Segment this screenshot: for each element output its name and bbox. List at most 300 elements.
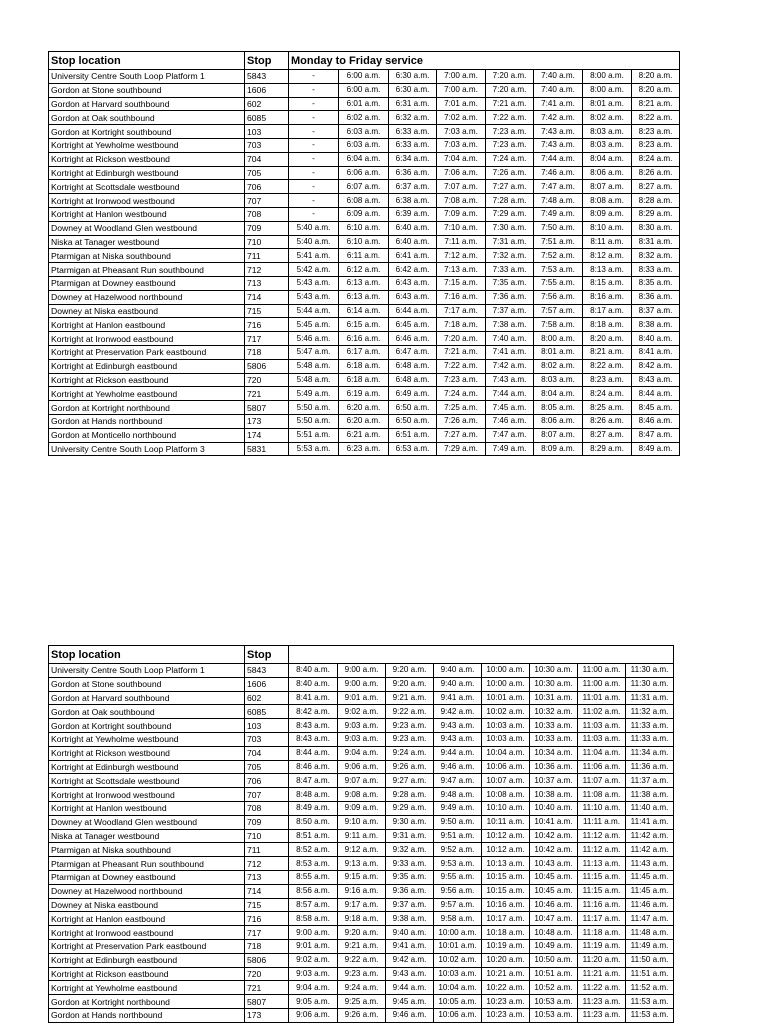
stop-location-cell: Kortright at Hanlon westbound xyxy=(49,801,245,815)
departure-time-cell: 10:31 a.m. xyxy=(530,691,578,705)
departure-time-cell: 6:38 a.m. xyxy=(389,194,437,208)
stop-number-cell: 706 xyxy=(245,180,289,194)
stop-location-cell: Downey at Niska eastbound xyxy=(49,898,245,912)
stop-number-cell: 602 xyxy=(245,691,289,705)
departure-time-cell: 11:16 a.m. xyxy=(578,898,626,912)
departure-time-cell: 8:36 a.m. xyxy=(632,290,680,304)
departure-time-cell: 8:03 a.m. xyxy=(583,138,632,152)
departure-time-cell: 8:25 a.m. xyxy=(583,401,632,415)
departure-time-cell: 10:41 a.m. xyxy=(530,815,578,829)
departure-time-cell: 11:04 a.m. xyxy=(578,746,626,760)
departure-time-cell: 11:07 a.m. xyxy=(578,774,626,788)
table-row xyxy=(49,788,674,802)
departure-time-cell: 5:41 a.m. xyxy=(289,249,339,263)
departure-time-cell: 5:51 a.m. xyxy=(289,428,339,442)
departure-time-cell: 8:22 a.m. xyxy=(583,359,632,373)
table-row xyxy=(49,97,680,111)
departure-time-cell: 9:00 a.m. xyxy=(338,664,386,678)
departure-time-cell: 6:02 a.m. xyxy=(339,111,389,125)
departure-time-cell: 6:32 a.m. xyxy=(389,111,437,125)
departure-time-cell: 7:13 a.m. xyxy=(437,263,486,277)
departure-time-cell: 10:06 a.m. xyxy=(482,760,530,774)
departure-time-cell: 7:35 a.m. xyxy=(486,276,534,290)
departure-time-cell: 6:13 a.m. xyxy=(339,276,389,290)
departure-time-cell: 11:19 a.m. xyxy=(578,939,626,953)
stop-number-cell: 707 xyxy=(245,194,289,208)
stop-number-cell: 703 xyxy=(245,732,289,746)
departure-time-cell: - xyxy=(289,125,339,139)
departure-time-cell: 10:45 a.m. xyxy=(530,884,578,898)
departure-time-cell: 8:10 a.m. xyxy=(583,221,632,235)
departure-time-cell: 11:41 a.m. xyxy=(626,815,674,829)
departure-time-cell: 8:29 a.m. xyxy=(583,442,632,456)
stop-number-cell: 721 xyxy=(245,981,289,995)
departure-time-cell: 9:02 a.m. xyxy=(338,705,386,719)
departure-time-cell: 7:20 a.m. xyxy=(486,83,534,97)
departure-time-cell: 7:21 a.m. xyxy=(486,97,534,111)
departure-time-cell: 8:44 a.m. xyxy=(289,746,338,760)
stop-location-cell: Gordon at Kortright northbound xyxy=(49,401,245,415)
departure-time-cell: 8:00 a.m. xyxy=(583,83,632,97)
departure-time-cell: 9:07 a.m. xyxy=(338,774,386,788)
table-row xyxy=(49,263,680,277)
departure-time-cell: 10:49 a.m. xyxy=(530,939,578,953)
stop-number-cell: 705 xyxy=(245,166,289,180)
table-row xyxy=(49,373,680,387)
table-row xyxy=(49,719,674,733)
departure-time-cell: 9:44 a.m. xyxy=(386,981,434,995)
departure-time-cell: 10:06 a.m. xyxy=(434,1008,482,1022)
departure-time-cell: 8:15 a.m. xyxy=(583,276,632,290)
departure-time-cell: 8:35 a.m. xyxy=(632,276,680,290)
stop-location-cell: Ptarmigan at Pheasant Run southbound xyxy=(49,263,245,277)
table-row xyxy=(49,691,674,705)
departure-time-cell: 7:06 a.m. xyxy=(437,166,486,180)
table-header-row xyxy=(49,52,680,70)
departure-time-cell: 10:16 a.m. xyxy=(482,898,530,912)
departure-time-cell: 10:23 a.m. xyxy=(482,995,530,1009)
departure-time-cell: 8:47 a.m. xyxy=(632,428,680,442)
departure-time-cell: 6:19 a.m. xyxy=(339,387,389,401)
departure-time-cell: 11:43 a.m. xyxy=(626,857,674,871)
departure-time-cell: 9:46 a.m. xyxy=(434,760,482,774)
departure-time-cell: 6:49 a.m. xyxy=(389,387,437,401)
stop-number-cell: 714 xyxy=(245,290,289,304)
column-header-service: Monday to Friday service xyxy=(289,52,680,70)
departure-time-cell: 11:42 a.m. xyxy=(626,843,674,857)
departure-time-cell: 7:26 a.m. xyxy=(486,166,534,180)
departure-time-cell: 10:36 a.m. xyxy=(530,760,578,774)
departure-time-cell: - xyxy=(289,97,339,111)
stop-location-cell: Kortright at Scottsdale westbound xyxy=(49,774,245,788)
stop-number-cell: 710 xyxy=(245,235,289,249)
departure-time-cell: 6:18 a.m. xyxy=(339,373,389,387)
table-row xyxy=(49,83,680,97)
departure-time-cell: 7:21 a.m. xyxy=(437,345,486,359)
stop-location-cell: University Centre South Loop Platform 1 xyxy=(49,70,245,84)
stop-location-cell: Kortright at Yewholme westbound xyxy=(49,138,245,152)
departure-time-cell: 7:43 a.m. xyxy=(534,125,583,139)
departure-time-cell: 8:40 a.m. xyxy=(632,332,680,346)
stop-number-cell: 711 xyxy=(245,249,289,263)
departure-time-cell: 8:46 a.m. xyxy=(632,414,680,428)
stop-location-cell: Gordon at Hands northbound xyxy=(49,1008,245,1022)
departure-time-cell: 9:11 a.m. xyxy=(338,829,386,843)
stop-location-cell: Kortright at Rickson eastbound xyxy=(49,373,245,387)
departure-time-cell: 11:38 a.m. xyxy=(626,788,674,802)
departure-time-cell: 7:25 a.m. xyxy=(437,401,486,415)
departure-time-cell: 9:52 a.m. xyxy=(434,843,482,857)
departure-time-cell: 6:47 a.m. xyxy=(389,345,437,359)
stop-number-cell: 709 xyxy=(245,221,289,235)
departure-time-cell: 7:18 a.m. xyxy=(437,318,486,332)
departure-time-cell: 6:13 a.m. xyxy=(339,290,389,304)
departure-time-cell: 8:07 a.m. xyxy=(583,180,632,194)
departure-time-cell: 7:44 a.m. xyxy=(486,387,534,401)
departure-time-cell: 11:33 a.m. xyxy=(626,732,674,746)
departure-time-cell: 8:23 a.m. xyxy=(583,373,632,387)
departure-time-cell: 9:28 a.m. xyxy=(386,788,434,802)
departure-time-cell: 8:53 a.m. xyxy=(289,857,338,871)
departure-time-cell: 7:20 a.m. xyxy=(437,332,486,346)
departure-time-cell: 9:20 a.m. xyxy=(338,926,386,940)
table-header-row xyxy=(49,646,674,664)
table-row xyxy=(49,1008,674,1022)
departure-time-cell: - xyxy=(289,180,339,194)
departure-time-cell: 9:43 a.m. xyxy=(434,732,482,746)
departure-time-cell: 8:41 a.m. xyxy=(289,691,338,705)
departure-time-cell: 9:40 a.m. xyxy=(434,677,482,691)
departure-time-cell: 8:52 a.m. xyxy=(289,843,338,857)
departure-time-cell: 11:37 a.m. xyxy=(626,774,674,788)
table-row xyxy=(49,801,674,815)
departure-time-cell: 5:43 a.m. xyxy=(289,290,339,304)
departure-time-cell: 6:01 a.m. xyxy=(339,97,389,111)
departure-time-cell: 9:00 a.m. xyxy=(338,677,386,691)
departure-time-cell: 7:08 a.m. xyxy=(437,194,486,208)
departure-time-cell: 6:53 a.m. xyxy=(389,442,437,456)
departure-time-cell: 8:09 a.m. xyxy=(534,442,583,456)
stop-number-cell: 103 xyxy=(245,719,289,733)
departure-time-cell: 5:48 a.m. xyxy=(289,373,339,387)
departure-time-cell: 9:23 a.m. xyxy=(386,719,434,733)
departure-time-cell: 8:32 a.m. xyxy=(632,249,680,263)
departure-time-cell: 9:37 a.m. xyxy=(386,898,434,912)
departure-time-cell: 10:01 a.m. xyxy=(482,691,530,705)
table-row xyxy=(49,774,674,788)
stop-number-cell: 715 xyxy=(245,898,289,912)
departure-time-cell: 10:42 a.m. xyxy=(530,843,578,857)
stop-number-cell: 713 xyxy=(245,870,289,884)
departure-time-cell: 6:37 a.m. xyxy=(389,180,437,194)
stop-location-cell: Ptarmigan at Niska southbound xyxy=(49,249,245,263)
stop-location-cell: Kortright at Rickson westbound xyxy=(49,746,245,760)
departure-time-cell: 6:39 a.m. xyxy=(389,207,437,221)
departure-time-cell: 9:29 a.m. xyxy=(386,801,434,815)
departure-time-cell: 10:04 a.m. xyxy=(434,981,482,995)
departure-time-cell: 8:44 a.m. xyxy=(632,387,680,401)
departure-time-cell: - xyxy=(289,83,339,97)
departure-time-cell: 10:45 a.m. xyxy=(530,870,578,884)
departure-time-cell: 10:02 a.m. xyxy=(482,705,530,719)
table-row xyxy=(49,152,680,166)
stop-location-cell: Ptarmigan at Niska southbound xyxy=(49,843,245,857)
departure-time-cell: 8:04 a.m. xyxy=(583,152,632,166)
departure-time-cell: 7:12 a.m. xyxy=(437,249,486,263)
stop-number-cell: 716 xyxy=(245,912,289,926)
departure-time-cell: 6:30 a.m. xyxy=(389,83,437,97)
departure-time-cell: 7:47 a.m. xyxy=(486,428,534,442)
departure-time-cell: 5:47 a.m. xyxy=(289,345,339,359)
departure-time-cell: 8:51 a.m. xyxy=(289,829,338,843)
stop-location-cell: Gordon at Stone southbound xyxy=(49,83,245,97)
departure-time-cell: 8:41 a.m. xyxy=(632,345,680,359)
departure-time-cell: 8:40 a.m. xyxy=(289,677,338,691)
departure-time-cell: 9:18 a.m. xyxy=(338,912,386,926)
departure-time-cell: 5:50 a.m. xyxy=(289,401,339,415)
departure-time-cell: 10:30 a.m. xyxy=(530,677,578,691)
departure-time-cell: 10:53 a.m. xyxy=(530,1008,578,1022)
departure-time-cell: 6:36 a.m. xyxy=(389,166,437,180)
stop-number-cell: 5807 xyxy=(245,995,289,1009)
departure-time-cell: 8:01 a.m. xyxy=(534,345,583,359)
departure-time-cell: 9:21 a.m. xyxy=(386,691,434,705)
stop-location-cell: Gordon at Kortright northbound xyxy=(49,995,245,1009)
table-row xyxy=(49,857,674,871)
departure-time-cell: 7:58 a.m. xyxy=(534,318,583,332)
departure-time-cell: 9:38 a.m. xyxy=(386,912,434,926)
departure-time-cell: 8:23 a.m. xyxy=(632,138,680,152)
departure-time-cell: 11:46 a.m. xyxy=(626,898,674,912)
table-row xyxy=(49,815,674,829)
departure-time-cell: 9:06 a.m. xyxy=(338,760,386,774)
departure-time-cell: - xyxy=(289,166,339,180)
departure-time-cell: 10:03 a.m. xyxy=(482,719,530,733)
departure-time-cell: 8:33 a.m. xyxy=(632,263,680,277)
departure-time-cell: 7:16 a.m. xyxy=(437,290,486,304)
stop-number-cell: 714 xyxy=(245,884,289,898)
departure-time-cell: 7:57 a.m. xyxy=(534,304,583,318)
departure-time-cell: 8:42 a.m. xyxy=(632,359,680,373)
departure-time-cell: 6:00 a.m. xyxy=(339,83,389,97)
table-row xyxy=(49,332,680,346)
departure-time-cell: 10:48 a.m. xyxy=(530,926,578,940)
departure-time-cell: 8:11 a.m. xyxy=(583,235,632,249)
departure-time-cell: 7:26 a.m. xyxy=(437,414,486,428)
stop-location-cell: Kortright at Ironwood westbound xyxy=(49,788,245,802)
departure-time-cell: 8:02 a.m. xyxy=(583,111,632,125)
stop-location-cell: Kortright at Hanlon westbound xyxy=(49,207,245,221)
stop-location-cell: Kortright at Rickson westbound xyxy=(49,152,245,166)
departure-time-cell: 7:29 a.m. xyxy=(486,207,534,221)
stop-number-cell: 5843 xyxy=(245,664,289,678)
departure-time-cell: 8:00 a.m. xyxy=(534,332,583,346)
departure-time-cell: 11:31 a.m. xyxy=(626,691,674,705)
departure-time-cell: 10:10 a.m. xyxy=(482,801,530,815)
departure-time-cell: 8:20 a.m. xyxy=(632,70,680,84)
departure-time-cell: 9:45 a.m. xyxy=(386,995,434,1009)
departure-time-cell: 9:23 a.m. xyxy=(386,732,434,746)
table-row xyxy=(49,249,680,263)
table-row xyxy=(49,981,674,995)
departure-time-cell: 9:40 a.m. xyxy=(434,664,482,678)
departure-time-cell: 6:33 a.m. xyxy=(389,138,437,152)
departure-time-cell: 10:32 a.m. xyxy=(530,705,578,719)
departure-time-cell: 8:43 a.m. xyxy=(289,719,338,733)
departure-time-cell: 10:12 a.m. xyxy=(482,829,530,843)
departure-time-cell: 10:30 a.m. xyxy=(530,664,578,678)
departure-time-cell: 9:49 a.m. xyxy=(434,801,482,815)
stop-number-cell: 706 xyxy=(245,774,289,788)
departure-time-cell: 9:04 a.m. xyxy=(289,981,338,995)
departure-time-cell: 10:22 a.m. xyxy=(482,981,530,995)
table-row xyxy=(49,387,680,401)
departure-time-cell: 11:30 a.m. xyxy=(626,677,674,691)
departure-time-cell: 8:20 a.m. xyxy=(632,83,680,97)
departure-time-cell: 7:00 a.m. xyxy=(437,83,486,97)
table-row xyxy=(49,359,680,373)
departure-time-cell: 8:00 a.m. xyxy=(583,70,632,84)
departure-time-cell: 9:42 a.m. xyxy=(386,953,434,967)
departure-time-cell: 7:41 a.m. xyxy=(534,97,583,111)
departure-time-cell: 7:40 a.m. xyxy=(486,332,534,346)
departure-time-cell: 8:03 a.m. xyxy=(583,125,632,139)
departure-time-cell: 10:08 a.m. xyxy=(482,788,530,802)
departure-time-cell: 7:43 a.m. xyxy=(534,138,583,152)
departure-time-cell: 10:03 a.m. xyxy=(482,732,530,746)
stop-location-cell: Kortright at Ironwood eastbound xyxy=(49,926,245,940)
departure-time-cell: 10:05 a.m. xyxy=(434,995,482,1009)
stop-location-cell: Gordon at Stone southbound xyxy=(49,677,245,691)
stop-number-cell: 709 xyxy=(245,815,289,829)
departure-time-cell: 8:06 a.m. xyxy=(583,166,632,180)
departure-time-cell: 7:24 a.m. xyxy=(437,387,486,401)
departure-time-cell: 10:34 a.m. xyxy=(530,746,578,760)
stop-number-cell: 704 xyxy=(245,746,289,760)
departure-time-cell: 7:47 a.m. xyxy=(534,180,583,194)
stop-location-cell: Downey at Woodland Glen westbound xyxy=(49,221,245,235)
table-row xyxy=(49,290,680,304)
departure-time-cell: 9:04 a.m. xyxy=(338,746,386,760)
stop-location-cell: Kortright at Preservation Park eastbound xyxy=(49,345,245,359)
departure-time-cell: 8:24 a.m. xyxy=(632,152,680,166)
departure-time-cell: 9:30 a.m. xyxy=(386,815,434,829)
stop-number-cell: 703 xyxy=(245,138,289,152)
stop-number-cell: 5807 xyxy=(245,401,289,415)
departure-time-cell: 5:43 a.m. xyxy=(289,276,339,290)
stop-location-cell: Kortright at Scottsdale westbound xyxy=(49,180,245,194)
table-body xyxy=(49,70,680,456)
departure-time-cell: 8:50 a.m. xyxy=(289,815,338,829)
departure-time-cell: 7:46 a.m. xyxy=(534,166,583,180)
stop-location-cell: Ptarmigan at Downey eastbound xyxy=(49,276,245,290)
departure-time-cell: 6:10 a.m. xyxy=(339,235,389,249)
departure-time-cell: 8:07 a.m. xyxy=(534,428,583,442)
departure-time-cell: 5:45 a.m. xyxy=(289,318,339,332)
departure-time-cell: 11:51 a.m. xyxy=(626,967,674,981)
column-header-service xyxy=(289,646,674,664)
stop-number-cell: 710 xyxy=(245,829,289,843)
departure-time-cell: 8:09 a.m. xyxy=(583,207,632,221)
table-row xyxy=(49,732,674,746)
stop-location-cell: Gordon at Monticello northbound xyxy=(49,428,245,442)
departure-time-cell: 9:42 a.m. xyxy=(434,705,482,719)
departure-time-cell: 8:16 a.m. xyxy=(583,290,632,304)
column-header-stop-location: Stop location xyxy=(49,52,245,70)
table-row xyxy=(49,939,674,953)
departure-time-cell: 9:51 a.m. xyxy=(434,829,482,843)
departure-time-cell: 9:27 a.m. xyxy=(386,774,434,788)
departure-time-cell: 9:17 a.m. xyxy=(338,898,386,912)
departure-time-cell: 11:01 a.m. xyxy=(578,691,626,705)
stop-number-cell: 711 xyxy=(245,843,289,857)
departure-time-cell: 6:20 a.m. xyxy=(339,414,389,428)
departure-time-cell: 7:01 a.m. xyxy=(437,97,486,111)
departure-time-cell: 10:00 a.m. xyxy=(434,926,482,940)
departure-time-cell: 5:48 a.m. xyxy=(289,359,339,373)
departure-time-cell: 9:36 a.m. xyxy=(386,884,434,898)
stop-location-cell: Gordon at Harvard southbound xyxy=(49,97,245,111)
stop-number-cell: 173 xyxy=(245,414,289,428)
departure-time-cell: 10:47 a.m. xyxy=(530,912,578,926)
departure-time-cell: 10:23 a.m. xyxy=(482,1008,530,1022)
departure-time-cell: 9:06 a.m. xyxy=(289,1008,338,1022)
departure-time-cell: 7:37 a.m. xyxy=(486,304,534,318)
stop-number-cell: 715 xyxy=(245,304,289,318)
departure-time-cell: 11:47 a.m. xyxy=(626,912,674,926)
stop-number-cell: 712 xyxy=(245,263,289,277)
departure-time-cell: 10:43 a.m. xyxy=(530,857,578,871)
departure-time-cell: 8:43 a.m. xyxy=(289,732,338,746)
departure-time-cell: 11:45 a.m. xyxy=(626,870,674,884)
departure-time-cell: - xyxy=(289,194,339,208)
departure-time-cell: 7:29 a.m. xyxy=(437,442,486,456)
departure-time-cell: 7:52 a.m. xyxy=(534,249,583,263)
departure-time-cell: 7:23 a.m. xyxy=(486,125,534,139)
table-row xyxy=(49,926,674,940)
table-row xyxy=(49,428,680,442)
departure-time-cell: 8:21 a.m. xyxy=(583,345,632,359)
departure-time-cell: 11:08 a.m. xyxy=(578,788,626,802)
departure-time-cell: 7:11 a.m. xyxy=(437,235,486,249)
departure-time-cell: 7:53 a.m. xyxy=(534,263,583,277)
departure-time-cell: 7:04 a.m. xyxy=(437,152,486,166)
departure-time-cell: 8:21 a.m. xyxy=(632,97,680,111)
departure-time-cell: 11:32 a.m. xyxy=(626,705,674,719)
departure-time-cell: 6:09 a.m. xyxy=(339,207,389,221)
stop-number-cell: 173 xyxy=(245,1008,289,1022)
departure-time-cell: 9:13 a.m. xyxy=(338,857,386,871)
departure-time-cell: 7:41 a.m. xyxy=(486,345,534,359)
departure-time-cell: 9:43 a.m. xyxy=(386,967,434,981)
stop-location-cell: Gordon at Kortright southbound xyxy=(49,125,245,139)
departure-time-cell: 9:55 a.m. xyxy=(434,870,482,884)
departure-time-cell: 9:35 a.m. xyxy=(386,870,434,884)
departure-time-cell: 6:43 a.m. xyxy=(389,290,437,304)
departure-time-cell: 5:40 a.m. xyxy=(289,221,339,235)
departure-time-cell: 8:26 a.m. xyxy=(583,414,632,428)
departure-time-cell: 7:51 a.m. xyxy=(534,235,583,249)
departure-time-cell: 9:31 a.m. xyxy=(386,829,434,843)
departure-time-cell: 6:51 a.m. xyxy=(389,428,437,442)
departure-time-cell: 8:38 a.m. xyxy=(632,318,680,332)
stop-number-cell: 720 xyxy=(245,967,289,981)
departure-time-cell: 9:58 a.m. xyxy=(434,912,482,926)
stop-location-cell: University Centre South Loop Platform 3 xyxy=(49,442,245,456)
stop-number-cell: 5806 xyxy=(245,359,289,373)
departure-time-cell: 7:09 a.m. xyxy=(437,207,486,221)
departure-time-cell: 8:49 a.m. xyxy=(289,801,338,815)
